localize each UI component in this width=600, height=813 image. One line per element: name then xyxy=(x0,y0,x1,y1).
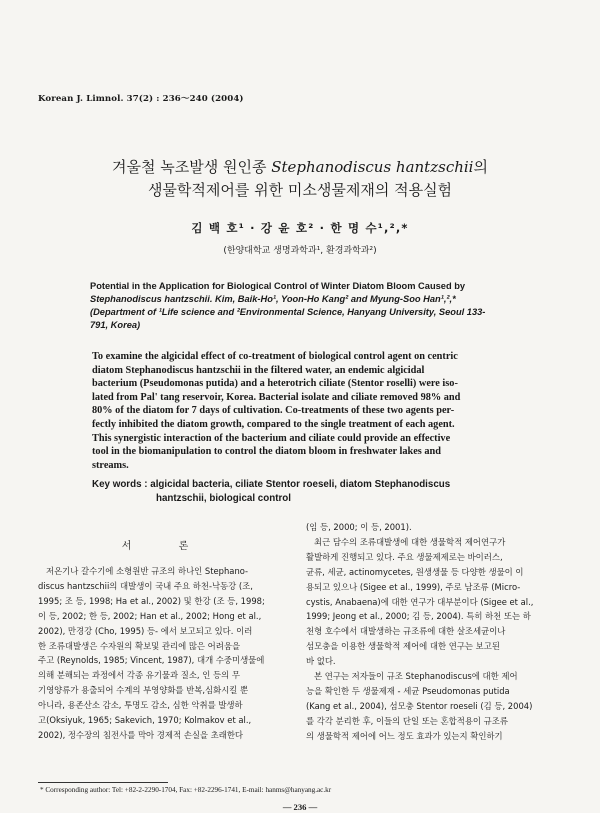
abstract-line: tool in the biomanipulation to control the diatom bloom in freshwater lakes and xyxy=(92,446,441,458)
body-line: 용되고 있으나 (Sigee et al., 1999), 주로 남조류 (Micro- xyxy=(306,581,521,592)
abstract-line: lated from Pal' tang reservoir, Korea. Bacterial isolate and ciliate removed 98% and xyxy=(92,391,461,403)
english-authors xyxy=(90,293,520,306)
body-line: 최근 담수의 조류대발생에 대한 생물학적 제어연구가 xyxy=(314,536,506,547)
abstract xyxy=(92,350,522,472)
korean-title-suffix: 의 xyxy=(473,158,488,176)
body-line: 능을 확인한 두 생물제재 - 세균 Pseudomonas putida xyxy=(306,685,510,696)
body-line: 천형 호수에서 대발생하는 규조류에 대한 살조세균이나 xyxy=(306,626,506,637)
body-line: 2002), 만경강 (Cho, 1995) 등- 에서 보고되고 있다. 이러 xyxy=(38,625,253,636)
english-affiliation-line-1: (Department of ¹Life science and ²Environmental Science, Hanyang University, Seoul 133- xyxy=(90,307,486,317)
korean-affiliation: (한양대학교 생명과학과¹, 환경과학과²) xyxy=(223,246,377,256)
body-line: 저온기나 갈수기에 소형원반 규조의 하나인 Stephano- xyxy=(46,566,249,576)
body-line: 균류, 세균, actinomycetes, 원생생물 등 다양한 생물이 이 xyxy=(306,566,524,577)
journal-citation: Korean J. Limnol. 37(2) : 236～240 (2004) xyxy=(38,94,244,104)
body-line: 고(Oksiyuk, 1965; Sakevich, 1970; Kolmakov et al., xyxy=(38,715,252,726)
korean-title-line-1 xyxy=(0,155,600,180)
keywords-label: Key words : xyxy=(92,479,148,490)
body-line: 이 등, 2002; 한 등, 2002; Han et al., 2002; Hong et al., xyxy=(38,610,262,621)
korean-title-prefix: 겨울철 녹조발생 원인종 xyxy=(112,158,272,176)
korean-title-line-2: 생물학적제어를 위한 미소생물제재의 적용실험 xyxy=(147,181,453,199)
body-line: 의해 분해되는 과정에서 각종 유기물과 질소, 인 등의 무 xyxy=(38,670,240,681)
body-line: 아니라, 용존산소 감소, 투명도 감소, 심한 악취를 발생하 xyxy=(38,700,243,711)
abstract-line: This synergistic interaction of the bacterium and ciliate could provide an effective xyxy=(92,432,451,444)
keywords xyxy=(92,478,532,506)
abstract-line: diatom Stephanodiscus hantzschii in the filtered water, an endemic algicidal xyxy=(92,364,425,376)
body-line: 본 연구는 저자들이 규조 Stephanodiscus에 대한 제어 xyxy=(314,671,518,682)
english-author-names: Kim, Baik-Ho¹, Yoon-Ho Kang² and Myung-Soo Han¹,²,* xyxy=(212,294,456,304)
abstract-line: fectly inhibited the diatom growth, compared to the single treatment of each agent. xyxy=(92,418,455,430)
corresponding-author-footnote: * Corresponding author: Tel: +82-2-2290-1704, Fax: +82-2296-1741, E-mail: hanms@hanyang.ac.kr xyxy=(40,786,332,794)
body-line: discus hantzschii의 대발생이 국내 주요 하천-낙동강 (조, xyxy=(38,580,253,591)
korean-title-species: Stephanodiscus hantzschii xyxy=(271,158,474,176)
body-line: 바 없다. xyxy=(306,656,336,667)
body-line: 2002), 정수장의 침전사를 막아 경제적 손실을 초래한다 xyxy=(38,729,244,740)
english-affiliation-line-2: 791, Korea) xyxy=(90,320,141,331)
keywords-line-2: hantzschii, biological control xyxy=(156,493,291,504)
body-line: 의 생물학적 제어에 어느 정도 효과가 있는지 확인하기 xyxy=(306,730,503,741)
english-title-line-1: Potential in the Application for Biological Control of Winter Diatom Bloom Caused by xyxy=(90,281,466,291)
body-line: 주고 (Reynolds, 1985; Vincent, 1987), 대개 수중미생물에 xyxy=(38,655,265,666)
korean-authors: 김 백 호¹ · 강 윤 호² · 한 명 수¹,²,* xyxy=(191,221,409,235)
body-line: 1999; Jeong et al., 2000; 김 등, 2004). 특히 하천 또는 하 xyxy=(306,611,531,622)
body-line: cystis, Anabaena)에 대한 연구가 대부분이다 (Sigee et al., xyxy=(306,596,534,607)
body-line: 활발하게 진행되고 있다. 주요 생물제제로는 바이러스, xyxy=(306,551,503,562)
body-line: 기영양류가 용출되어 수계의 부영양화를 반복,심화시킬 뿐 xyxy=(38,685,249,696)
abstract-line: bacterium (Pseudomonas putida) and a heterotrich ciliate (Stentor roselli) were iso- xyxy=(92,378,458,390)
abstract-line: streams. xyxy=(92,459,129,471)
abstract-line: 80% of the diatom for 7 days of cultivation. Co-treatments of these two agents per- xyxy=(92,405,455,417)
section-heading-introduction: 서 론 xyxy=(121,541,211,552)
body-line: (Kang et al., 2004), 섬모충 Stentor roeseli (김 등, 2004) xyxy=(306,700,533,711)
english-title-species: Stephanodiscus hantzschii. xyxy=(90,294,213,304)
body-line: 를 각각 분리한 후, 이들의 단일 또는 혼합적용이 규조류 xyxy=(306,715,508,726)
english-title xyxy=(90,280,520,293)
body-line: 섬모충을 이용한 생물학적 제어에 대한 연구는 보고된 xyxy=(306,641,500,652)
body-line: (임 등, 2000; 이 등, 2001). xyxy=(306,522,412,532)
left-column xyxy=(38,564,294,743)
keywords-line-1: algicidal bacteria, ciliate Stentor roeseli, diatom Stephanodiscus xyxy=(147,479,451,490)
page-number: — 236 — xyxy=(282,802,318,812)
body-line: 한 조류대발생은 수자원의 확보및 관리에 많은 어려움을 xyxy=(38,640,241,651)
right-column xyxy=(306,520,570,744)
body-line: 1995; 조 등, 1998; Ha et al., 2002) 및 한강 (조 등, 1998; xyxy=(38,595,265,606)
english-affiliation xyxy=(90,306,520,333)
abstract-line: To examine the algicidal effect of co-treatment of biological control agent on centric xyxy=(92,351,458,362)
footnote-rule xyxy=(38,782,168,783)
